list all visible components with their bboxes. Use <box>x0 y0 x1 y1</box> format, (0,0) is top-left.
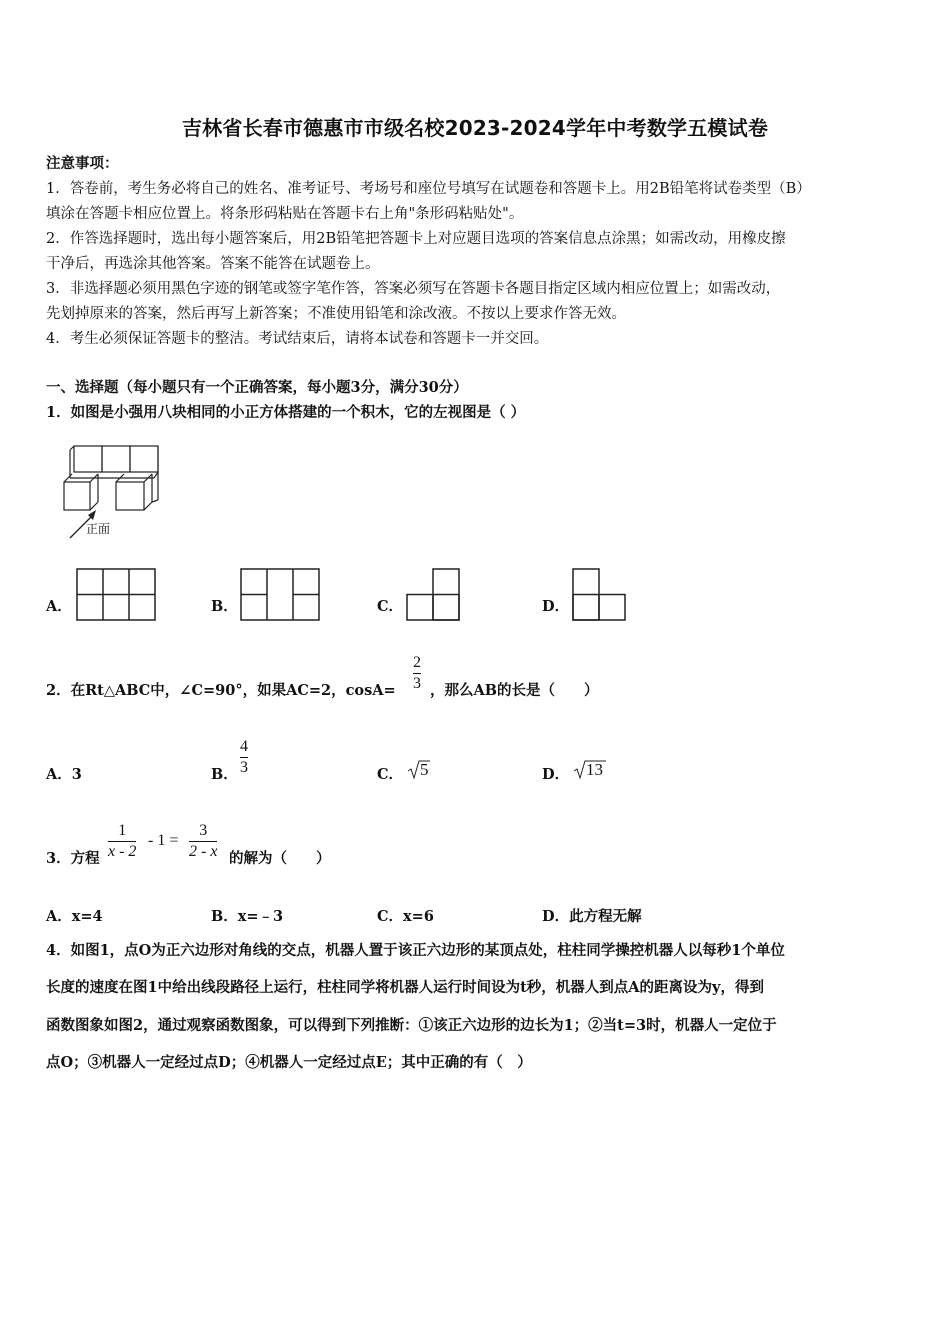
q2-option-b-fraction <box>240 738 248 777</box>
question-2-stem-post: ，那么AB的长是（ ） <box>430 682 599 699</box>
option-c-label: C． <box>377 598 404 615</box>
option-a-label: A． <box>46 598 72 615</box>
section-heading: 一、选择题（每小题只有一个正确答案，每小题3分，满分30分） <box>46 379 468 396</box>
sqrt-icon <box>408 760 420 780</box>
equation-left-fraction <box>108 822 136 861</box>
option-a-figure <box>77 569 157 621</box>
question-4-line: 4．如图1，点O为正六边形对角线的交点，机器人置于该正六边形的某顶点处，柱柱同学操控机器人以每秒1个单位 <box>46 942 785 959</box>
note-line: 3．非选择题必须用黑色字迹的钢笔或签字笔作答，答案必须写在答题卡各题目指定区域内相应位置上；如需改动， <box>46 281 781 297</box>
block-figure <box>58 438 168 543</box>
note-line: 2．作答选择题时，选出每小题答案后，用2B铅笔把答题卡上对应题目选项的答案信息点涂黑；如需改动，用橡皮擦 <box>46 231 786 247</box>
question-3-stem-post: 的解为（ ） <box>229 850 331 867</box>
q3-option-d: D．此方程无解 <box>542 908 642 925</box>
fraction-denominator: 2 - x <box>189 843 218 860</box>
fraction-denominator: 3 <box>240 759 248 776</box>
q3-option-b: B．x=﹣3 <box>211 908 284 925</box>
fraction-numerator: 2 <box>413 654 421 671</box>
q3-option-c: C．x=6 <box>377 908 434 925</box>
fraction-numerator: 4 <box>240 738 248 755</box>
q2-option-a: A．3 <box>46 766 82 783</box>
option-c-figure <box>407 569 463 621</box>
cos-fraction <box>413 654 421 693</box>
equation-middle: - 1 = <box>148 832 179 849</box>
sqrt-icon <box>574 760 586 780</box>
question-4-line: 点O；③机器人一定经过点D；④机器人一定经过点E；其中正确的有（ ） <box>46 1054 532 1071</box>
question-4-line: 长度的速度在图1中给出线段路径上运行，柱柱同学将机器人运行时间设为t秒，机器人到点A的距离设为y，得到 <box>46 979 764 996</box>
note-line: 干净后，再选涂其他答案。答案不能答在试题卷上。 <box>46 256 380 272</box>
q2-option-c-label: C． <box>377 766 404 783</box>
fraction-numerator: 1 <box>118 822 127 839</box>
question-1-stem: 1．如图是小强用八块相同的小正方体搭建的一个积木，它的左视图是（ ） <box>46 404 526 421</box>
equation-right-fraction <box>189 822 217 861</box>
q2-option-c-value: 5 <box>420 760 429 779</box>
note-line: 先划掉原来的答案，然后再写上新答案；不准使用铅笔和涂改液。不按以上要求作答无效。 <box>46 306 626 322</box>
q2-option-d-value: 13 <box>586 760 603 779</box>
fraction-denominator: 3 <box>413 675 421 692</box>
notes-heading: 注意事项： <box>46 155 119 172</box>
note-line: 填涂在答题卡相应位置上。将条形码粘贴在答题卡右上角"条形码粘贴处"。 <box>46 206 524 222</box>
option-b-figure <box>241 569 321 621</box>
q2-option-d-label: D． <box>542 766 570 783</box>
q2-option-b-label: B． <box>211 766 238 783</box>
front-label: 正面 <box>86 522 111 536</box>
fraction-denominator: x - 2 <box>108 843 137 860</box>
option-d-figure <box>573 569 629 621</box>
option-b-label: B． <box>211 598 238 615</box>
page-title: 吉林省长春市德惠市市级名校2023-2024学年中考数学五模试卷 <box>181 116 769 140</box>
option-d-label: D． <box>542 598 570 615</box>
question-2-stem-pre: 2．在Rt△ABC中，∠C=90°，如果AC=2，cosA= <box>46 682 396 699</box>
fraction-numerator: 3 <box>199 822 208 839</box>
question-4-line: 函数图象如图2，通过观察函数图象，可以得到下列推断：①该正六边形的边长为1；②当t=3时，机器人一定位于 <box>46 1017 777 1034</box>
q3-option-a: A．x=4 <box>46 908 103 925</box>
question-3-stem-pre: 3．方程 <box>46 850 100 867</box>
note-line: 4．考生必须保证答题卡的整洁。考试结束后，请将本试卷和答题卡一并交回。 <box>46 331 549 347</box>
note-line: 1．答卷前，考生务必将自己的姓名、准考证号、考场号和座位号填写在试题卷和答题卡上。用2B铅笔将试卷类型（B） <box>46 181 811 197</box>
